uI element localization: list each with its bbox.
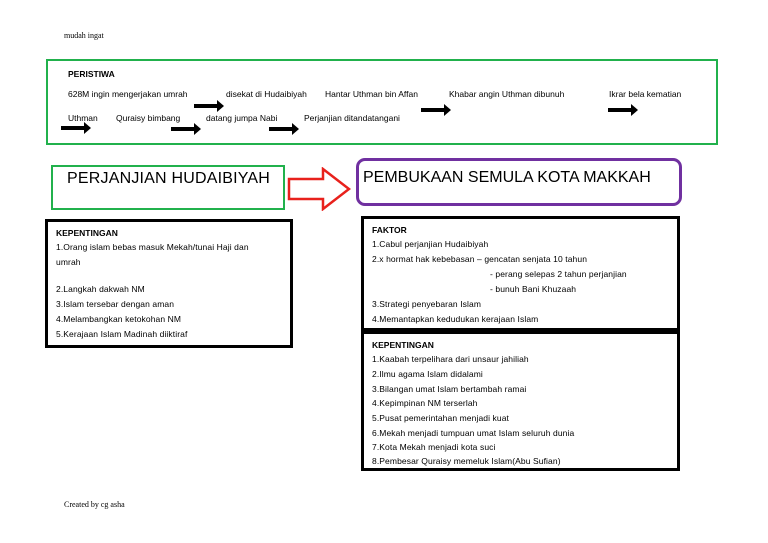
list-item: 4.Melambangkan ketokohan NM <box>56 314 182 324</box>
event-text: disekat di Hudaibiyah <box>226 89 307 99</box>
list-item: 3.Islam tersebar dengan aman <box>56 299 175 309</box>
right-arrow-icon <box>61 122 91 134</box>
event-text: Khabar angin Uthman dibunuh <box>449 89 565 99</box>
list-item: umrah <box>56 257 81 267</box>
right-arrow-icon <box>421 104 451 116</box>
kepentingan-perjanjian-box <box>45 219 293 348</box>
peristiwa-title: PERISTIWA <box>68 69 115 79</box>
header-note: mudah ingat <box>64 31 104 40</box>
list-item: 4.Kepimpinan NM terserlah <box>372 398 478 408</box>
list-item: 1.Kaabah terpelihara dari unsaur jahiliah <box>372 354 529 364</box>
list-item: 2.Ilmu agama Islam didalami <box>372 369 483 379</box>
right-arrow-icon <box>269 123 299 135</box>
event-text: Ikrar bela kematian <box>609 89 682 99</box>
list-item: 3.Bilangan umat Islam bertambah ramai <box>372 384 527 394</box>
list-item: 1.Cabul perjanjian Hudaibiyah <box>372 239 489 249</box>
list-item: 5.Pusat pemerintahan menjadi kuat <box>372 413 510 423</box>
list-item: 2.Langkah dakwah NM <box>56 284 145 294</box>
list-item: 1.Orang islam bebas masuk Mekah/tunai Haji dan <box>56 242 249 252</box>
list-item: 3.Strategi penyebaran Islam <box>372 299 482 309</box>
pembukaan-makkah-box <box>356 158 682 206</box>
right-arrow-icon <box>608 104 638 116</box>
kepentingan-title: KEPENTINGAN <box>56 228 118 238</box>
list-item: 5.Kerajaan Islam Madinah diiktiraf <box>56 329 188 339</box>
list-item: 6.Mekah menjadi tumpuan umat Islam seluruh dunia <box>372 428 575 438</box>
list-item: 2.x hormat hak kebebasan – gencatan senjata 10 tahun <box>372 254 588 264</box>
right-arrow-icon <box>171 123 201 135</box>
event-text: datang jumpa Nabi <box>206 113 278 123</box>
kepentingan-makkah-box <box>361 331 680 471</box>
red-outline-arrow-icon <box>287 167 351 211</box>
faktor-title: FAKTOR <box>372 225 407 235</box>
list-item: - bunuh Bani Khuzaah <box>490 284 577 294</box>
event-text: Uthman <box>68 113 98 123</box>
event-text: Quraisy bimbang <box>116 113 181 123</box>
peristiwa-box <box>46 59 718 145</box>
list-item: 7.Kota Mekah menjadi kota suci <box>372 442 496 452</box>
list-item: 8.Pembesar Quraisy memeluk Islam(Abu Sufian) <box>372 456 561 466</box>
event-text: Perjanjian ditandatangani <box>304 113 400 123</box>
perjanjian-title: PERJANJIAN HUDAIBIYAH <box>67 170 271 187</box>
faktor-box <box>361 216 680 331</box>
list-item: - perang selepas 2 tahun perjanjian <box>490 269 627 279</box>
perjanjian-hudaibiyah-box <box>51 165 285 210</box>
event-text: Hantar Uthman bin Affan <box>325 89 418 99</box>
pembukaan-title: PEMBUKAAN SEMULA KOTA MAKKAH <box>363 169 651 186</box>
list-item: 4.Memantapkan kedudukan kerajaan Islam <box>372 314 539 324</box>
footer-note: Created by cg asha <box>64 500 125 509</box>
right-arrow-icon <box>194 100 224 112</box>
event-text: 628M ingin mengerjakan umrah <box>68 89 188 99</box>
kepentingan-title: KEPENTINGAN <box>372 340 434 350</box>
